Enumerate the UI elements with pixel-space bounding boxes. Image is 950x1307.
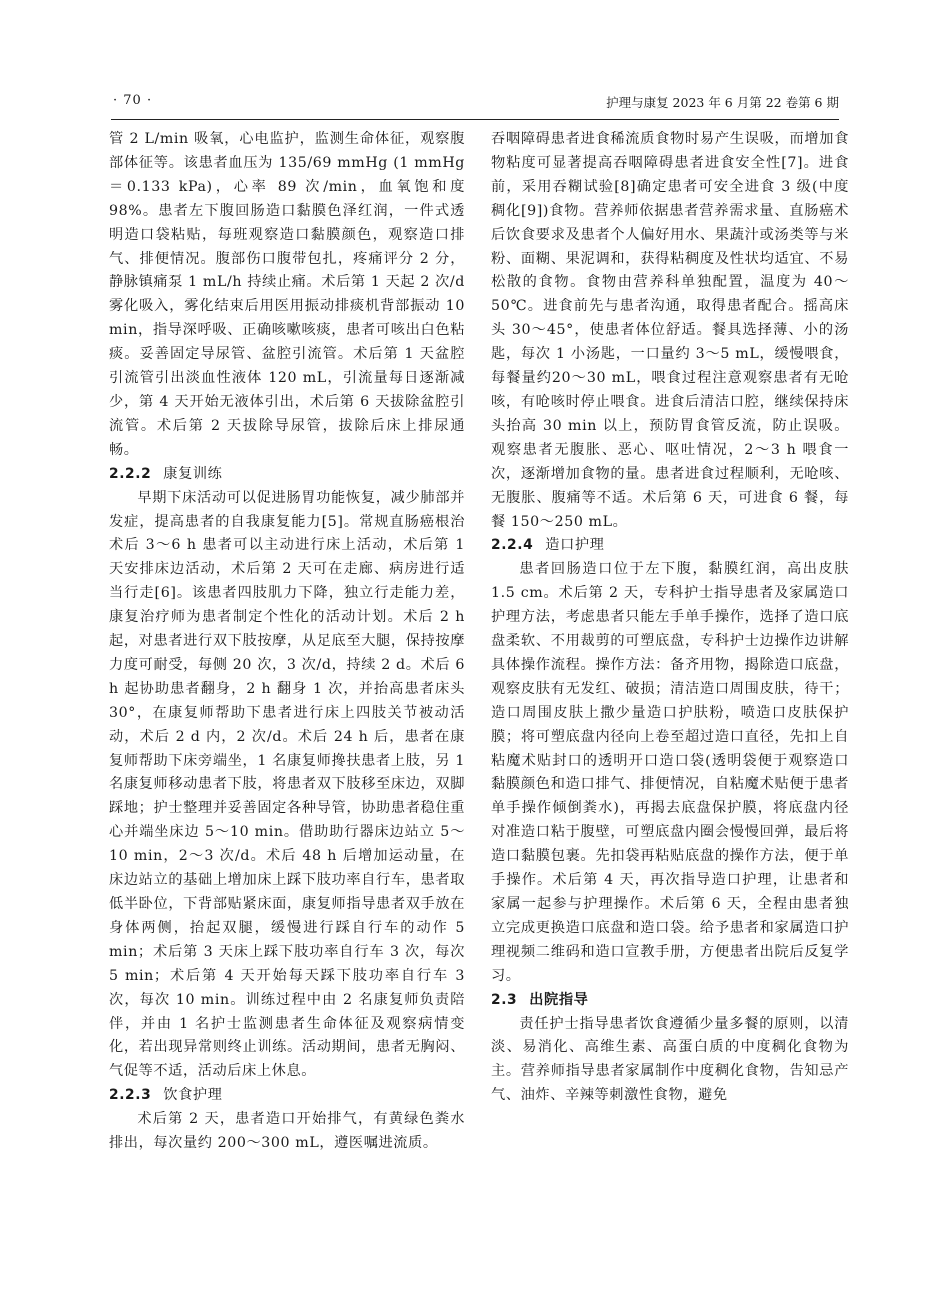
header-rule — [111, 119, 839, 120]
body-paragraph: 吞咽障碍患者进食稀流质食物时易产生误吸，而增加食物粘度可显著提高吞咽障碍患者进食安全性[7]。进食前，采用吞糊试验[8]确定患者可安全进食 3 级(中度稠化[9])食物。营养师依据患者营养需求量、直肠癌术后饮食要求及患者个人偏好用水、果蔬汁或汤类等与米粉、面糊、果泥调和，获得粘稠度及性状均适宜、不易松散的食物。食物由营养科单独配置，温度为 40～50℃。进食前先与患者沟通，取得患者配合。摇高床头 30～45°，使患者体位舒适。餐具选择薄、小的汤匙，每次 1 小汤匙，一口量约 3～5 mL，缓慢喂食，每餐量约20～30 mL，喂食过程注意观察患者有无呛咳，有呛咳时停止喂食。进食后清洁口腔，继续保持床头抬高 30 min 以上，预防胃食管反流，防止误吸。观察患者无腹胀、恶心、呕吐情况，2～3 h 喂食一次，逐渐增加食物的量。患者进食过程顺利，无呛咳、无腹胀、腹痛等不适。术后第 6 天，可进食 6 餐，每餐 150～250 mL。 — [491, 131, 849, 530]
body-paragraph: 患者回肠造口位于左下腹，黏膜红润，高出皮肤 1.5 cm。术后第 2 天，专科护士指导患者及家属造口护理方法，考虑患者只能左手单手操作，选择了造口底盘柔软、不用裁剪的可塑底盘，专科护士边操作边讲解具体操作流程。操作方法：备齐用物，揭除造口底盘，观察皮肤有无发红、破损；清洁造口周围皮肤，待干；造口周围皮肤上撒少量造口护肤粉，喷造口皮肤保护膜；将可塑底盘内径向上卷至超过造口直径，先扣上自粘魔术贴封口的透明开口造口袋(透明袋便于观察造口黏膜颜色和造口排气、排便情况，自粘魔术贴便于患者单手操作倾倒粪水)，再揭去底盘保护膜，将底盘内径对准造口粘于腹壁，可塑底盘内圈会慢慢回弹，最后将造口黏膜包裹。先扣袋再粘贴底盘的操作方法，便于单手操作。术后第 4 天，再次指导造口护理，让患者和家属一起参与护理操作。术后第 6 天，全程由患者独立完成更换造口底盘和造口袋。给予患者和家属造口护理视频二维码和造口宣教手册，方便患者出院后反复学习。 — [491, 561, 849, 984]
section-title: 饮食护理 — [163, 1087, 223, 1104]
body-paragraph: 管 2 L/min 吸氧，心电监护，监测生命体征，观察腹部体征等。该患者血压为 135/69 mmHg (1 mmHg＝0.133 kPa)，心率 89 次/min，血氧饱和度 98%。患者左下腹回肠造口黏膜色泽红润，一件式透明造口袋粘贴，每班观察造口黏膜颜色，观察造口排气、排便情况。腹部伤口腹带包扎，疼痛评分 2 分，静脉镇痛泵 1 mL/h 持续止痛。术后第 1 天起 2 次/d 雾化吸入，雾化结束后用医用振动排痰机背部振动 10 min，指导深呼吸、正确咳嗽咳痰，患者可咳出白色粘痰。妥善固定导尿管、盆腔引流管。术后第 1 天盆腔引流管引出淡血性液体 120 mL，引流量每日逐渐减少，第 4 天开始无液体引出，术后第 6 天拔除盆腔引流管。术后第 2 天拔除导尿管，拔除后床上排尿通畅。 — [109, 131, 465, 458]
section-number: 2.2.4 — [491, 537, 534, 554]
running-header: 护理与康复 2023 年 6 月第 22 卷第 6 期 — [606, 95, 839, 110]
body-paragraph: 早期下床活动可以促进肠胃功能恢复，减少肺部并发症，提高患者的自我康复能力[5]。常规直肠癌根治术后 3～6 h 患者可以主动进行床上活动，术后第 1 天安排床边活动，术后第 2 天可在走廊、病房进行适当行走[6]。该患者四肢肌力下降，独立行走能力差，康复治疗师为患者制定个性化的活动计划。术后 2 h 起，对患者进行双下肢按摩，从足底至大腿，保持按摩力度可耐受，每侧 20 次，3 次/d，持续 2 d。术后 6 h 起协助患者翻身，2 h 翻身 1 次，并抬高患者床头 30°，在康复师帮助下患者进行床上四肢关节被动活动，术后 2 d 内，2 次/d。术后 24 h 后，患者在康复师帮助下床旁端坐，1 名康复师搀扶患者上肢，另 1 名康复师移动患者下肢，将患者双下肢移至床边，双脚踩地；护士整理并妥善固定各种导管，协助患者稳住重心并端坐床边 5～10 min。借助助行器床边站立 5～10 min，2～3 次/d。术后 48 h 后增加运动量，在床边站立的基础上增加床上踩下肢功率自行车，患者取低半卧位，下背部贴紧床面，康复师指导患者双手放在身体两侧，抬起双腿，缓慢进行踩自行车的动作 5 min；术后第 3 天床上踩下肢功率自行车 3 次，每次 5 min；术后第 4 天开始每天踩下肢功率自行车 3 次，每次 10 min。训练过程中由 2 名康复师负责陪伴，并由 1 名护士监测患者生命体征及观察病情变化，若出现异常则终止训练。活动期间，患者无胸闷、气促等不适，活动后床上休息。 — [109, 489, 465, 1080]
section-title: 康复训练 — [163, 465, 223, 482]
section-heading — [109, 1084, 465, 1108]
body-paragraph: 术后第 2 天，患者造口开始排气，有黄绿色粪水排出，每次量约 200～300 mL，遵医嘱进流质。 — [109, 1111, 465, 1152]
section-title: 出院指导 — [529, 991, 589, 1008]
body-paragraph: 责任护士指导患者饮食遵循少量多餐的原则，以清淡、易消化、高维生素、高蛋白质的中度稠化食物为主。营养师指导患者家属制作中度稠化食物，告知忌产气、油炸、辛辣等刺激性食物，避免 — [491, 1015, 849, 1104]
section-heading — [491, 989, 849, 1013]
section-title: 造口护理 — [545, 537, 605, 554]
section-heading — [109, 463, 465, 487]
section-heading — [491, 534, 849, 558]
section-number: 2.2.3 — [109, 1087, 152, 1104]
page-number: · 70 · — [113, 93, 153, 108]
section-number: 2.2.2 — [109, 465, 152, 482]
right-column — [491, 128, 849, 1108]
section-number: 2.3 — [491, 991, 518, 1008]
left-column — [109, 128, 465, 1156]
